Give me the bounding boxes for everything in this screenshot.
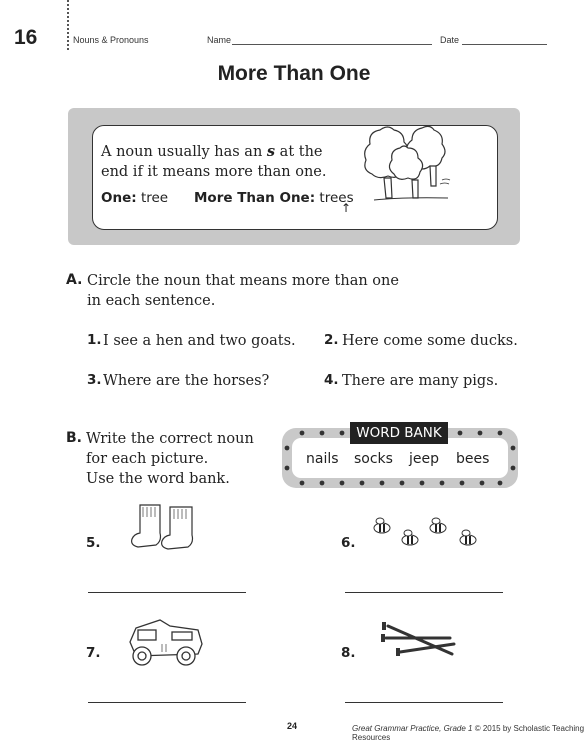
more-word-s: s (346, 190, 354, 206)
nails-picture (376, 618, 460, 664)
section-b-instruction-1: Write the correct noun (86, 431, 254, 447)
info-line-2: end if it means more than one. (101, 164, 327, 180)
more-word: tree (319, 190, 347, 206)
trees-picture (360, 120, 460, 210)
item-8-answer-line[interactable] (345, 702, 503, 703)
word-bank-word-jeep: jeep (409, 451, 440, 467)
section-b-letter: B. (66, 430, 82, 446)
page-number: 16 (14, 26, 38, 49)
section-label: Nouns & Pronouns (73, 35, 149, 45)
info-example-more (194, 190, 354, 206)
info-line-1-start: A noun usually has an (101, 144, 267, 160)
page-title: More Than One (217, 62, 371, 85)
info-letter-s: s (266, 143, 276, 160)
header-dotted-divider (67, 0, 69, 50)
section-a-instruction-2: in each sentence. (87, 293, 216, 309)
item-7-number: 7. (86, 645, 101, 661)
name-field-line[interactable] (232, 44, 432, 45)
info-line-1-end: at the (275, 144, 323, 160)
one-label: One: (101, 190, 137, 206)
one-word: tree (140, 190, 169, 206)
item-1-number: 1. (87, 332, 102, 348)
footer-book-title: Great Grammar Practice, Grade 1 (352, 724, 473, 733)
item-4-number: 4. (324, 372, 339, 388)
item-5-number: 5. (86, 535, 101, 551)
item-3-sentence[interactable]: Where are the horses? (103, 373, 270, 389)
item-6-number: 6. (341, 535, 356, 551)
footer-page-number: 24 (287, 721, 298, 731)
item-4-sentence[interactable]: There are many pigs. (342, 373, 499, 389)
item-2-number: 2. (324, 332, 339, 348)
item-3-number: 3. (87, 372, 102, 388)
section-a-instruction-1: Circle the noun that means more than one (87, 273, 399, 289)
item-6-answer-line[interactable] (345, 592, 503, 593)
section-b-instruction-3: Use the word bank. (86, 471, 230, 487)
more-label: More Than One: (194, 190, 316, 206)
section-a-letter: A. (66, 272, 83, 288)
section-b-instruction-2: for each picture. (86, 451, 209, 467)
date-label: Date (440, 35, 460, 45)
word-bank-word-bees: bees (456, 451, 490, 467)
item-1-sentence[interactable]: I see a hen and two goats. (103, 333, 296, 349)
item-7-answer-line[interactable] (88, 702, 246, 703)
date-field-line[interactable] (462, 44, 547, 45)
word-bank-title: WORD BANK (350, 422, 448, 444)
item-5-answer-line[interactable] (88, 592, 246, 593)
arrow-up-icon: ↑ (341, 201, 352, 215)
footer-credit (352, 724, 588, 742)
item-2-sentence[interactable]: Here come some ducks. (342, 333, 518, 349)
bees-picture (368, 516, 488, 556)
socks-picture (130, 503, 205, 553)
word-bank-word-socks: socks (354, 451, 393, 467)
name-label: Name (207, 35, 232, 45)
info-example-one (101, 190, 168, 206)
info-line-1 (101, 141, 323, 163)
item-8-number: 8. (341, 645, 356, 661)
word-bank-word-nails: nails (306, 451, 339, 467)
jeep-picture (124, 612, 208, 668)
footer-copyright: © 2015 by Scholastic Teaching Resources (352, 724, 585, 742)
